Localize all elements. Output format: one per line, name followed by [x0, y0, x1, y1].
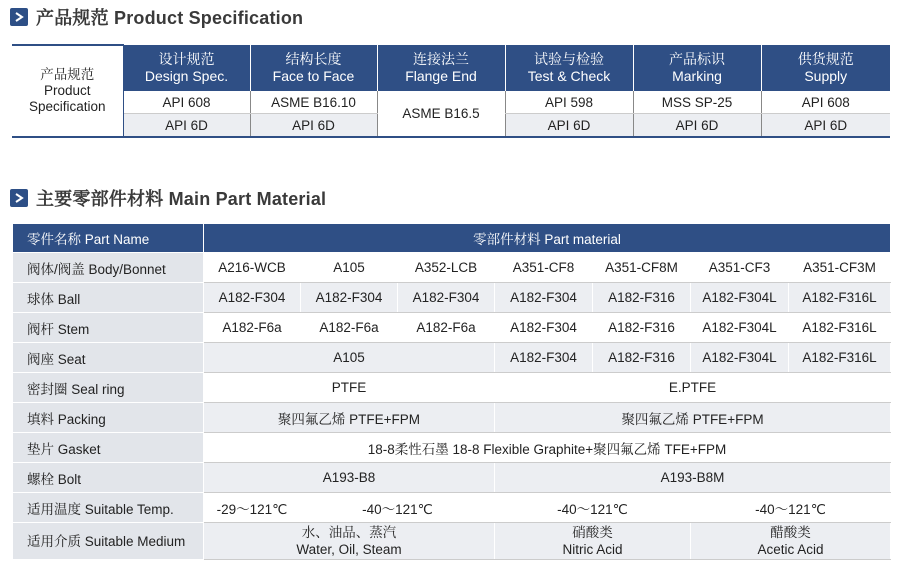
spec-lead-cell — [12, 45, 123, 137]
spec-header-marking: 产品标识 Marking — [633, 45, 761, 91]
row-label-temp: 适用温度 Suitable Temp. — [13, 493, 204, 523]
spec-header-supply: 供货规范 Supply — [761, 45, 890, 91]
material-cell: A351-CF8M — [593, 253, 691, 283]
spec-cell: ASME B16.10 — [250, 91, 377, 114]
material-cell: -29～121℃ — [204, 493, 301, 523]
medium-en: Acetic Acid — [757, 542, 824, 557]
material-cell: A182-F304 — [204, 283, 301, 313]
material-cell: A182-F304L — [691, 283, 789, 313]
material-cell: A182-F304 — [398, 283, 495, 313]
section-title-spec: 产品规范 Product Specification — [36, 8, 304, 28]
spec-header-design: 设计规范 Design Spec. — [123, 45, 250, 91]
spec-cell: API 608 — [123, 91, 250, 114]
material-cell: A182-F316 — [593, 313, 691, 343]
material-cell: A182-F304 — [495, 343, 593, 373]
row-label-medium: 适用介质 Suitable Medium — [13, 523, 204, 560]
material-cell: A105 — [301, 253, 398, 283]
header-part-material: 零部件材料 Part material — [204, 224, 891, 253]
material-cell — [691, 523, 891, 560]
row-label-body: 阀体/阀盖 Body/Bonnet — [13, 253, 204, 283]
material-cell: A182-F6a — [398, 313, 495, 343]
row-label-seal: 密封圈 Seal ring — [13, 373, 204, 403]
section-title-material: 主要零部件材料 Main Part Material — [36, 189, 327, 209]
material-cell: PTFE — [204, 373, 495, 403]
material-cell: A351-CF3M — [789, 253, 891, 283]
material-cell: 18-8柔性石墨 18-8 Flexible Graphite+聚四氟乙烯 TFE+FPM — [204, 433, 891, 463]
medium-cn: 硝酸类 — [572, 525, 613, 540]
material-cell: A193-B8 — [204, 463, 495, 493]
medium-cn: 水、油品、蒸汽 — [301, 525, 397, 540]
header-part-name: 零件名称 Part Name — [13, 224, 204, 253]
material-cell: A351-CF8 — [495, 253, 593, 283]
row-label-bolt: 螺栓 Bolt — [13, 463, 204, 493]
chevron-right-icon — [10, 189, 28, 207]
material-cell: A352-LCB — [398, 253, 495, 283]
spec-table — [12, 44, 890, 138]
material-cell: A182-F304 — [495, 313, 593, 343]
medium-cn: 醋酸类 — [770, 525, 811, 540]
spec-lead-cn: 产品规范 — [40, 67, 95, 82]
material-cell: E.PTFE — [495, 373, 891, 403]
spec-header-test: 试验与检验 Test & Check — [505, 45, 633, 91]
spec-cell: API 608 — [761, 91, 890, 114]
material-cell: A182-F304L — [691, 343, 789, 373]
material-cell: A182-F304L — [691, 313, 789, 343]
material-cell: A182-F6a — [204, 313, 301, 343]
spec-cell: API 6D — [123, 114, 250, 138]
material-cell: A182-F304 — [495, 283, 593, 313]
material-cell — [495, 523, 691, 560]
material-cell: A182-F6a — [301, 313, 398, 343]
row-label-ball: 球体 Ball — [13, 283, 204, 313]
row-label-seat: 阀座 Seat — [13, 343, 204, 373]
spec-lead-en1: Product — [43, 83, 91, 98]
material-cell: A182-F316 — [593, 343, 691, 373]
section-heading-material — [10, 187, 326, 209]
spec-cell: API 6D — [761, 114, 890, 138]
material-cell: A182-F316 — [593, 283, 691, 313]
chevron-right-icon — [10, 8, 28, 26]
row-label-gasket: 垫片 Gasket — [13, 433, 204, 463]
material-cell: A182-F304 — [301, 283, 398, 313]
material-cell: A105 — [204, 343, 495, 373]
spec-header-flange: 连接法兰 Flange End — [377, 45, 505, 91]
spec-header-face: 结构长度 Face to Face — [250, 45, 377, 91]
material-cell: A216-WCB — [204, 253, 301, 283]
material-cell: 聚四氟乙烯 PTFE+FPM — [495, 403, 891, 433]
spec-cell: ASME B16.5 — [377, 91, 505, 137]
section-heading-spec — [10, 6, 303, 28]
material-cell: -40～121℃ — [495, 493, 691, 523]
spec-cell: API 598 — [505, 91, 633, 114]
material-cell: A351-CF3 — [691, 253, 789, 283]
spec-cell: API 6D — [505, 114, 633, 138]
spec-lead-en2: Specification — [28, 99, 106, 114]
spec-cell: API 6D — [250, 114, 377, 138]
material-cell: 聚四氟乙烯 PTFE+FPM — [204, 403, 495, 433]
material-cell: A193-B8M — [495, 463, 891, 493]
material-table — [12, 223, 891, 560]
spec-cell: MSS SP-25 — [633, 91, 761, 114]
material-cell: A182-F316L — [789, 313, 891, 343]
medium-en: Water, Oil, Steam — [296, 542, 402, 557]
medium-en: Nitric Acid — [562, 542, 623, 557]
material-cell: -40～121℃ — [691, 493, 891, 523]
spec-cell: API 6D — [633, 114, 761, 138]
material-cell: A182-F316L — [789, 283, 891, 313]
material-cell — [204, 523, 495, 560]
row-label-packing: 填料 Packing — [13, 403, 204, 433]
material-cell: -40～121℃ — [301, 493, 495, 523]
row-label-stem: 阀杆 Stem — [13, 313, 204, 343]
material-cell: A182-F316L — [789, 343, 891, 373]
